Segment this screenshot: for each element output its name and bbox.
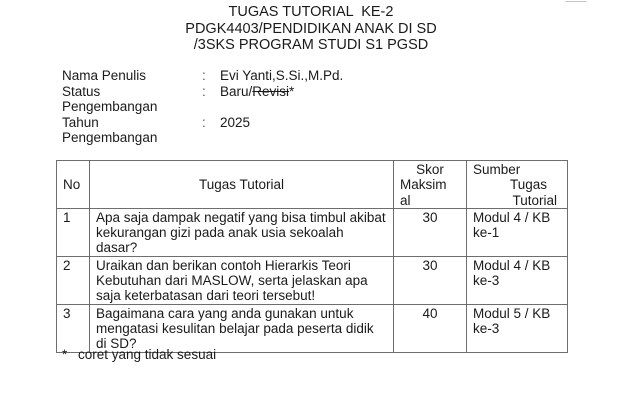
table-row — [57, 208, 568, 256]
cell-sumber-line-1: Modul 4 / KB — [473, 257, 551, 273]
status-colon: : — [202, 83, 206, 99]
tahun-label-line-2: Pengembangan — [62, 130, 158, 145]
status-label-line-1: Status — [62, 83, 101, 99]
penulis-value: Evi Yanti,S.Si.,M.Pd. — [220, 68, 344, 83]
title-line-2: PDGK4403/PENDIDIKAN ANAK DI SD — [185, 20, 437, 37]
penulis-label: Nama Penulis — [62, 68, 147, 83]
header-tugas: Tugas Tutorial — [90, 161, 394, 209]
status-value-struck: Revisi — [252, 83, 290, 99]
status-label — [62, 84, 202, 115]
header-skor-line-2: Maksim — [400, 177, 447, 193]
footnote — [62, 347, 216, 362]
status-value-selected: Baru/ — [220, 83, 253, 99]
tahun-colon: : — [202, 114, 206, 130]
cell-sumber-line-2: ke-1 — [473, 225, 500, 241]
title-line-1: TUGAS TUTORIAL KE-2 — [228, 4, 394, 20]
header-sumber-line-2: Tugas — [509, 177, 547, 193]
table-row — [57, 256, 568, 304]
cell-tugas: Uraikan dan berikan contoh Hierarkis Teori Kebutuhan dari MASLOW, serta jelaskan apa saja keterbatasan dari teori tersebut! — [90, 256, 394, 304]
header-sumber-line-1: Sumber — [473, 162, 521, 177]
status-value — [220, 84, 294, 115]
table-row — [57, 304, 568, 352]
cell-skor: 30 — [394, 208, 467, 256]
cell-sumber-line-1: Modul 5 / KB — [473, 305, 551, 321]
header-sumber — [467, 161, 568, 209]
tahun-label-line-1: Tahun — [62, 114, 99, 130]
cell-no: 2 — [57, 256, 90, 304]
status-value-suffix: * — [289, 83, 295, 99]
meta-row-tahun — [62, 115, 343, 146]
penulis-colon: : — [202, 68, 206, 83]
cell-sumber — [467, 304, 568, 352]
cell-skor: 40 — [394, 304, 467, 352]
document-title — [0, 4, 622, 54]
cell-tugas: Bagaimana cara yang anda gunakan untuk mengatasi kesulitan belajar pada peserta didik di SD? — [90, 304, 394, 352]
header-no: No — [57, 161, 90, 209]
meta-row-status — [62, 84, 343, 115]
cell-tugas: Apa saja dampak negatif yang bisa timbul akibat kekurangan gizi pada anak usia sekoalah dasar? — [90, 208, 394, 256]
header-skor-line-3: al — [400, 192, 411, 208]
table-header-row — [57, 161, 568, 209]
header-skor-line-1: Skor — [416, 162, 444, 177]
cell-sumber — [467, 256, 568, 304]
cell-sumber-line-2: ke-3 — [473, 273, 500, 289]
cell-sumber-line-1: Modul 4 / KB — [473, 209, 551, 225]
cell-skor: 30 — [394, 256, 467, 304]
cell-sumber-line-2: ke-3 — [473, 320, 500, 336]
tahun-label — [62, 115, 202, 146]
footnote-text: coret yang tidak sesuai — [78, 347, 217, 362]
tasks-table — [56, 160, 568, 353]
header-sumber-line-3: Tutorial — [512, 192, 557, 208]
page-corner-mark — [565, 1, 587, 2]
footnote-marker: * — [62, 347, 68, 362]
meta-row-penulis — [62, 68, 343, 84]
status-label-line-2: Pengembangan — [62, 99, 158, 114]
cell-no: 1 — [57, 208, 90, 256]
tahun-value: 2025 — [220, 114, 251, 130]
cell-sumber — [467, 208, 568, 256]
document-metadata — [62, 68, 343, 146]
title-line-3: /3SKS PROGRAM STUDI S1 PGSD — [193, 37, 429, 53]
cell-no: 3 — [57, 304, 90, 352]
header-skor — [394, 161, 467, 209]
